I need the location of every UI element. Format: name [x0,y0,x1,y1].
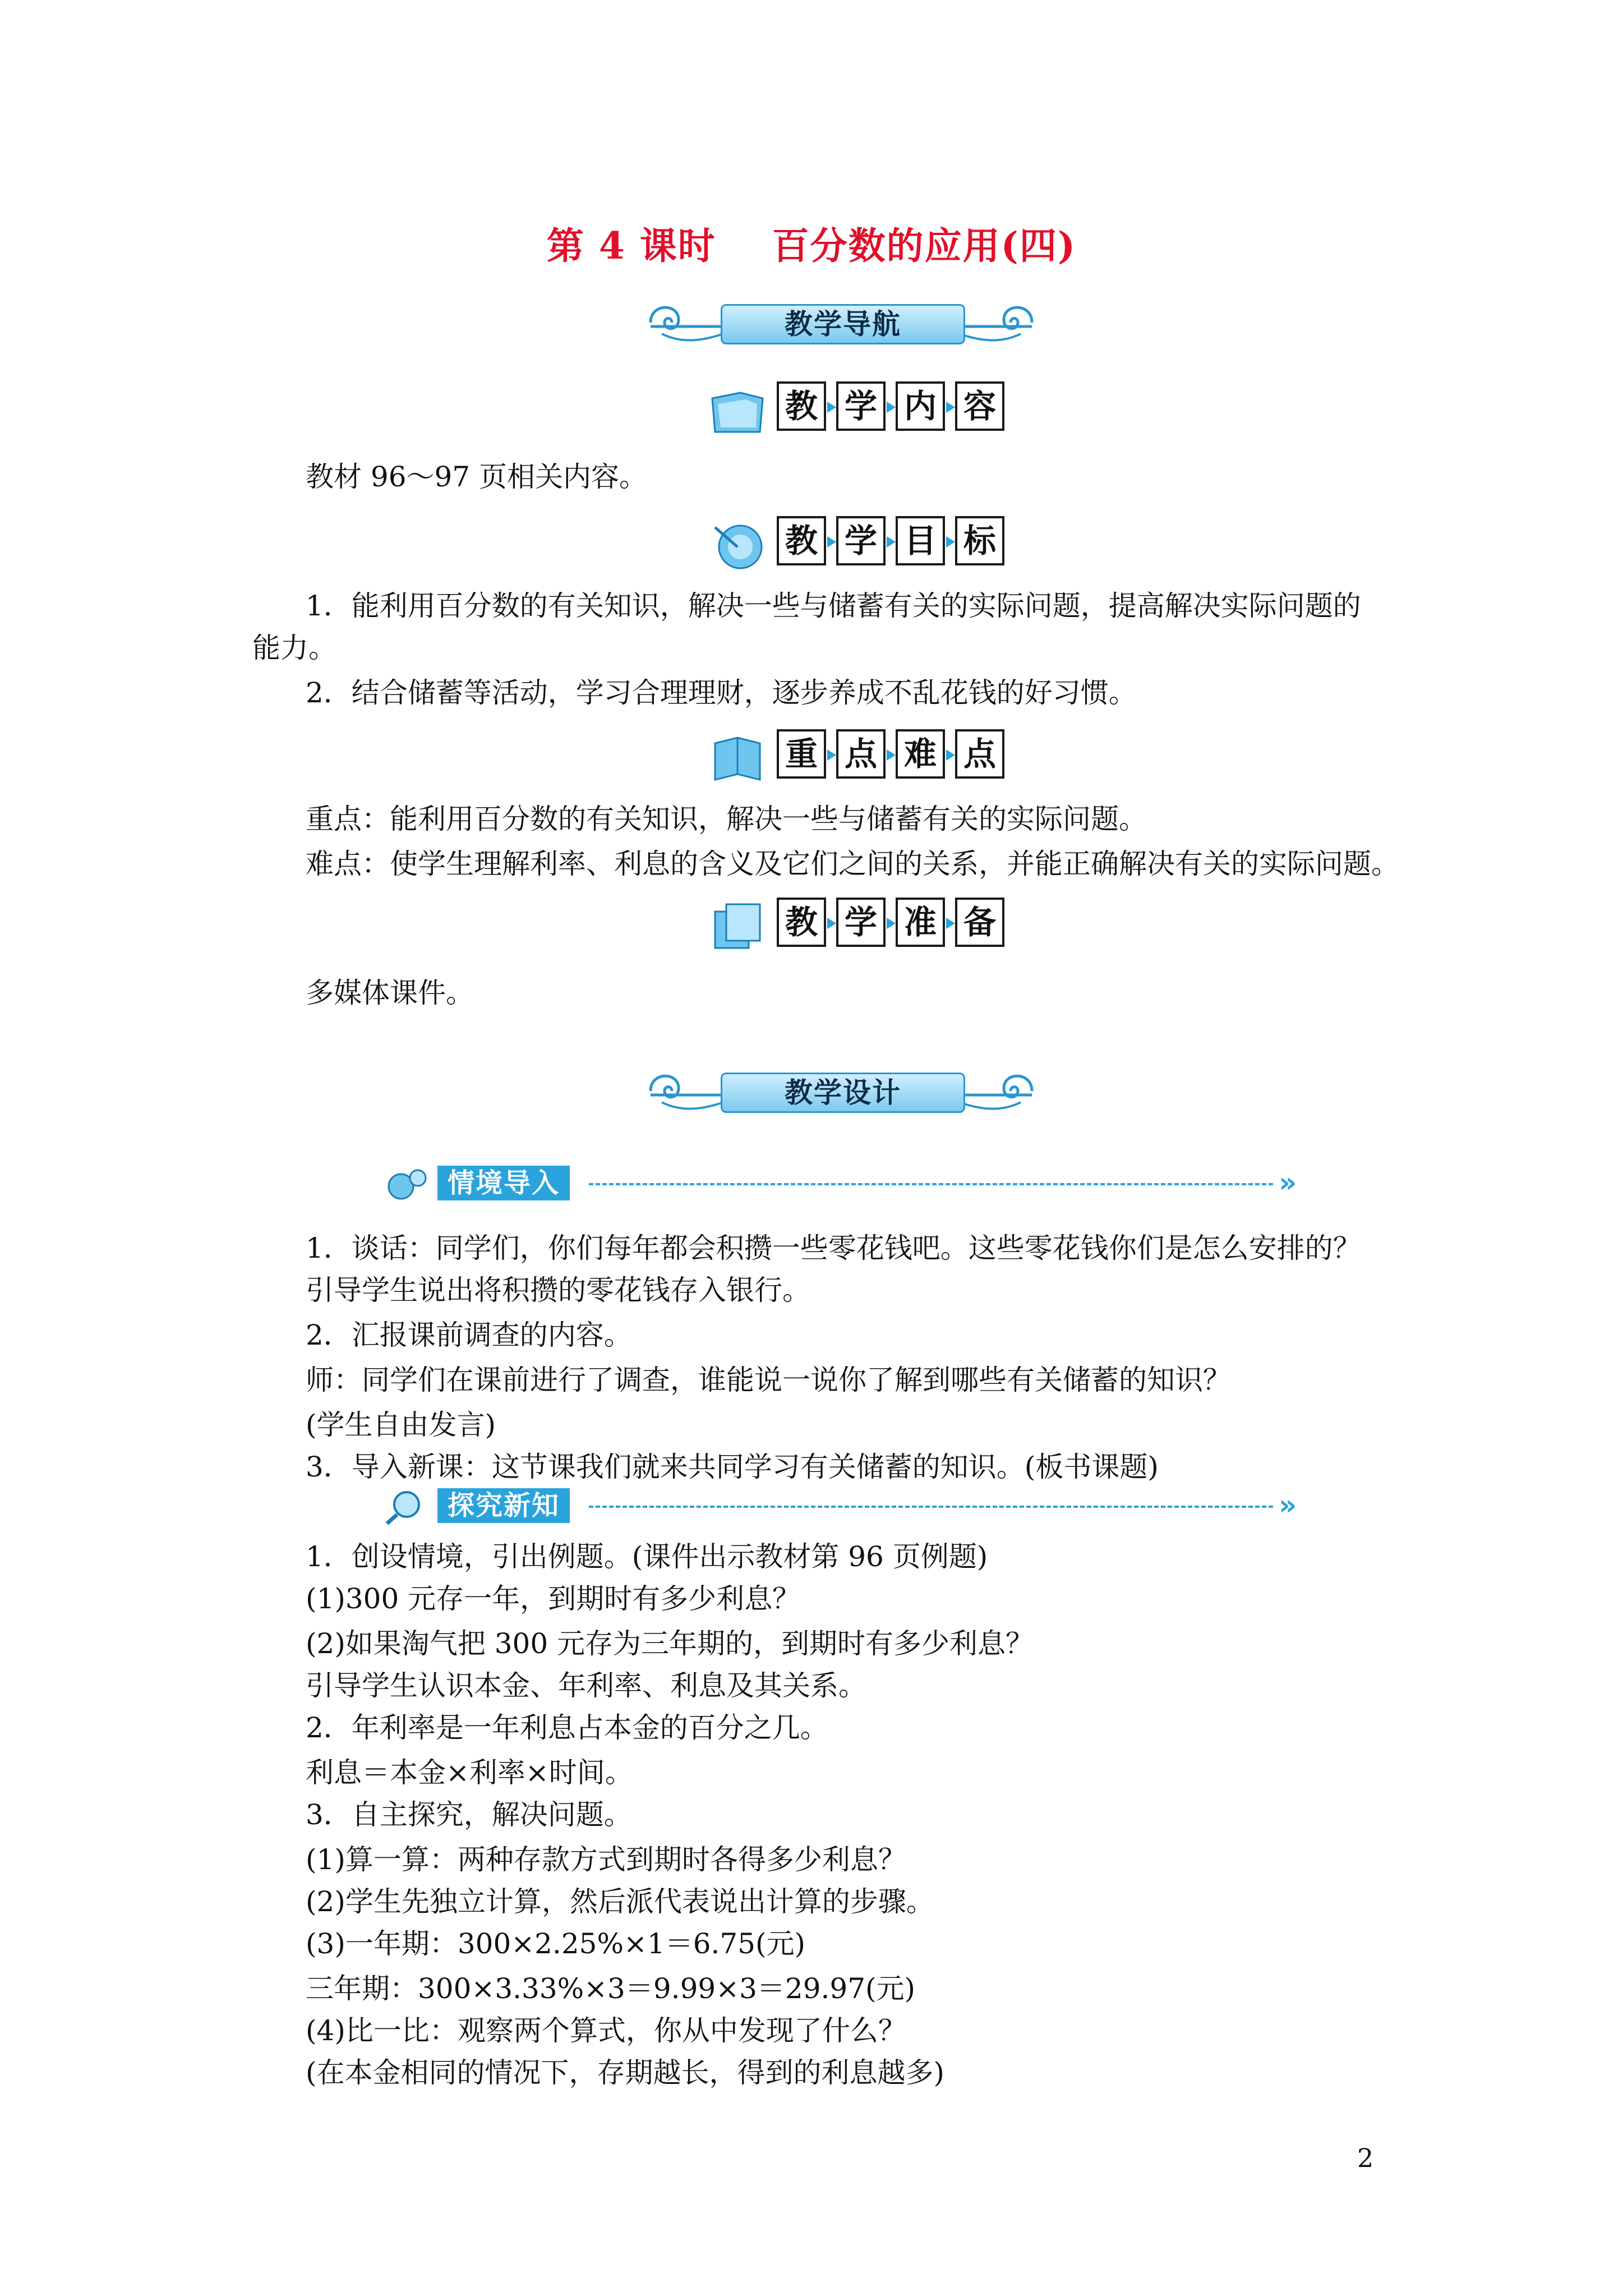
heading-char: 难 [896,729,945,779]
intro-line: 1．谈话：同学们，你们每年都会积攒一些零花钱吧。这些零花钱你们是怎么安排的？ [306,1232,1361,1264]
heading-char: 点 [955,729,1004,779]
heading-char: 容 [955,381,1004,431]
goal-line: 1．能利用百分数的有关知识，解决一些与储蓄有关的实际问题，提高解决实际问题的 [306,590,1361,622]
explore-line: 2．年利率是一年利息占本金的百分之几。 [306,1711,828,1744]
heading-char: 内 [896,381,945,431]
heading-char: 准 [896,898,945,947]
phase-explore [381,1487,1301,1526]
goal-line: 能力。 [252,632,336,664]
heading-char: 重 [777,729,826,779]
files-icon [707,898,768,954]
dashed-divider [589,1183,1273,1185]
explore-line: 1．创设情境，引出例题。(课件出示教材第 96 页例题) [306,1540,988,1573]
explore-line: (2)如果淘气把 300 元存为三年期的，到期时有多少利息？ [306,1627,1034,1660]
explore-line: 利息＝本金×利率×时间。 [306,1756,633,1789]
key-point-line: 重点：能利用百分数的有关知识，解决一些与储蓄有关的实际问题。 [306,803,1147,835]
magnifier-icon [381,1487,435,1526]
heading-char: 备 [955,898,1004,947]
phase-intro [381,1164,1301,1203]
heading-char: 教 [777,516,826,565]
intro-line: 3．导入新课：这节课我们就来共同学习有关储蓄的知识。(板书课题) [306,1451,1159,1483]
folder-icon [707,381,768,438]
heading-char: 学 [836,381,886,431]
intro-line: 2．汇报课前调查的内容。 [306,1319,632,1351]
prep-text: 多媒体课件。 [306,977,474,1009]
goal-line: 2．结合储蓄等活动，学习合理理财，逐步养成不乱花钱的好习惯。 [306,677,1137,709]
intro-line: 引导学生说出将积攒的零花钱存入银行。 [306,1274,810,1306]
page-number: 2 [1357,2143,1374,2173]
gears-icon [381,1164,435,1203]
section-banner-nav [639,292,1043,353]
explore-line: (3)一年期：300×2.25%×1＝6.75(元) [306,1927,806,1960]
double-arrow-icon: » [1279,1166,1297,1199]
double-arrow-icon: » [1279,1489,1297,1521]
heading-char: 标 [955,516,1004,565]
explore-line: (1)算一算：两种存款方式到期时各得多少利息？ [306,1843,906,1876]
phase-label: 情境导入 [437,1166,570,1200]
heading-char: 学 [836,898,886,947]
explore-line: 引导学生认识本金、年利率、利息及其关系。 [306,1669,866,1702]
section-banner-design [639,1060,1043,1122]
dashed-divider [589,1506,1273,1508]
banner-label: 教学设计 [721,1073,965,1113]
banner-label: 教学导航 [721,304,965,344]
explore-line: 3．自主探究，解决问题。 [306,1798,632,1831]
heading-char: 学 [836,516,886,565]
content-text: 教材 96～97 页相关内容。 [306,461,648,493]
intro-line: 师：同学们在课前进行了调查，谁能说一说你了解到哪些有关储蓄的知识？ [306,1364,1231,1396]
intro-line: (学生自由发言) [306,1409,496,1441]
heading-char: 教 [777,898,826,947]
phase-label: 探究新知 [437,1488,570,1523]
target-icon [707,516,768,572]
page-title: 第 4 课时 百分数的应用(四) [546,224,1077,268]
explore-line: 三年期：300×3.33%×3＝9.99×3＝29.97(元) [306,1972,916,2005]
key-point-line: 难点：使学生理解利率、利息的含义及它们之间的关系，并能正确解决有关的实际问题。 [306,848,1399,880]
explore-line: (4)比一比：观察两个算式，你从中发现了什么？ [306,2014,906,2047]
explore-line: (2)学生先独立计算，然后派代表说出计算的步骤。 [306,1885,934,1918]
explore-line: (在本金相同的情况下，存期越长，得到的利息越多) [306,2056,945,2089]
explore-line: (1)300 元存一年，到期时有多少利息？ [306,1582,801,1615]
heading-char: 目 [896,516,945,565]
heading-char: 教 [777,381,826,431]
book-icon [707,729,768,785]
heading-char: 点 [836,729,886,779]
